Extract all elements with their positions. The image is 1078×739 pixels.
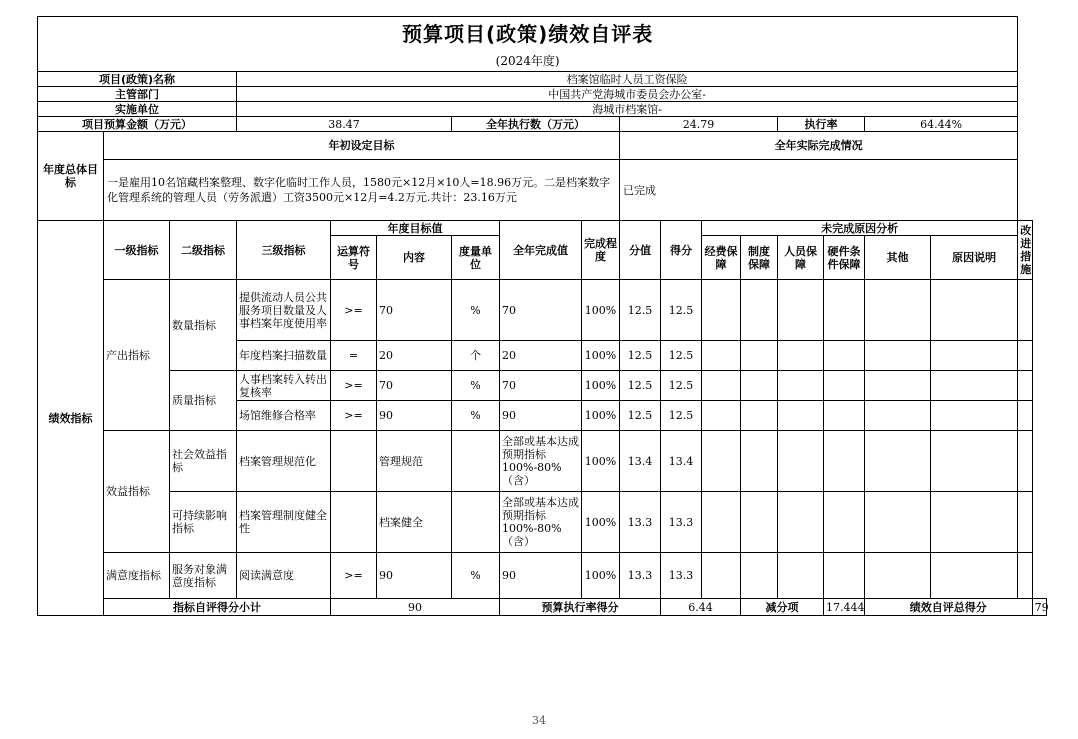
improvement-header: 改进措施 <box>1018 221 1032 280</box>
level2-indicator: 质量指标 <box>170 371 237 431</box>
unit-cell <box>452 431 500 492</box>
level3-indicator: 人事档案转入转出复核率 <box>237 371 331 401</box>
annual-value-cell: 90 <box>500 401 582 431</box>
reason-cell <box>931 341 1018 371</box>
actual-status-text: 已完成 <box>620 160 1018 221</box>
reason-cell <box>741 341 778 371</box>
reason-cell <box>702 431 741 492</box>
score-header: 得分 <box>661 221 702 280</box>
annual-value-cell: 20 <box>500 341 582 371</box>
reason-cell <box>778 341 824 371</box>
points-cell: 12.5 <box>620 341 661 371</box>
reason-cell <box>778 431 824 492</box>
reason-cell <box>824 553 865 599</box>
level3-indicator: 场馆维修合格率 <box>237 401 331 431</box>
operator-header: 运算符号 <box>331 236 377 280</box>
annual-target-header: 年度目标值 <box>331 221 500 236</box>
level3-header: 三级指标 <box>237 221 331 280</box>
reason-cell <box>741 280 778 341</box>
unit-header: 度量单位 <box>452 236 500 280</box>
reason-cell <box>778 492 824 553</box>
reason-cell <box>865 401 931 431</box>
completion-cell: 100% <box>582 371 620 401</box>
operator-cell: >= <box>331 280 377 341</box>
unit-cell: % <box>452 401 500 431</box>
reason-cell <box>702 341 741 371</box>
improvement-cell <box>1018 341 1032 371</box>
level1-indicator: 满意度指标 <box>104 553 170 599</box>
reason-cost-header: 经费保障 <box>702 236 741 280</box>
exec-rate-label: 执行率 <box>778 117 865 132</box>
points-cell: 12.5 <box>620 371 661 401</box>
annual-value-cell: 全部或基本达成预期指标100%-80%（含） <box>500 492 582 553</box>
reason-system-header: 制度保障 <box>741 236 778 280</box>
level3-indicator: 阅读满意度 <box>237 553 331 599</box>
indicator-row <box>38 431 1047 492</box>
completion-cell: 100% <box>582 431 620 492</box>
reason-cell <box>702 401 741 431</box>
completion-cell: 100% <box>582 401 620 431</box>
level3-indicator: 年度档案扫描数量 <box>237 341 331 371</box>
initial-goal-header: 年初设定目标 <box>104 132 620 160</box>
indicator-row <box>38 553 1047 599</box>
reason-cell <box>824 492 865 553</box>
operator-cell <box>331 492 377 553</box>
reason-cell <box>865 341 931 371</box>
completion-cell: 100% <box>582 280 620 341</box>
reason-cell <box>931 371 1018 401</box>
reason-cell <box>778 280 824 341</box>
operator-cell: >= <box>331 553 377 599</box>
annual-value-cell: 70 <box>500 371 582 401</box>
indicator-row <box>38 280 1047 341</box>
score-cell: 12.5 <box>661 280 702 341</box>
annual-value-cell: 70 <box>500 280 582 341</box>
improvement-cell <box>1018 401 1032 431</box>
reason-cell <box>865 431 931 492</box>
reason-cell <box>931 553 1018 599</box>
budget-value: 38.47 <box>237 117 452 132</box>
subtotal-label: 指标自评得分小计 <box>104 599 331 616</box>
reason-analysis-header: 未完成原因分析 <box>702 221 1018 236</box>
page-number: 34 <box>532 714 546 727</box>
operator-cell: >= <box>331 401 377 431</box>
content-cell: 档案健全 <box>377 492 452 553</box>
deduction-value: 17.444 <box>824 599 865 616</box>
improvement-cell <box>1018 492 1032 553</box>
content-cell: 管理规范 <box>377 431 452 492</box>
page-title: 预算项目(政策)绩效自评表 <box>38 17 1018 53</box>
points-cell: 13.4 <box>620 431 661 492</box>
level1-indicator: 效益指标 <box>104 431 170 553</box>
total-label: 绩效自评总得分 <box>865 599 1033 616</box>
reason-cell <box>702 371 741 401</box>
score-cell: 12.5 <box>661 341 702 371</box>
level2-indicator: 可持续影响指标 <box>170 492 237 553</box>
score-cell: 13.4 <box>661 431 702 492</box>
completion-cell: 100% <box>582 553 620 599</box>
annual-goal-label: 年度总体目标 <box>38 132 104 221</box>
annual-value-header: 全年完成值 <box>500 221 582 280</box>
operator-cell: = <box>331 341 377 371</box>
dept-value: 中国共产党海城市委员会办公室- <box>237 87 1018 102</box>
content-cell: 90 <box>377 553 452 599</box>
reason-hardware-header: 硬件条件保障 <box>824 236 865 280</box>
perf-indicators-label: 绩效指标 <box>38 221 104 616</box>
unit-cell: % <box>452 371 500 401</box>
initial-goal-text: 一是雇用10名馆藏档案整理、数字化临时工作人员，1580元×12月×10人=18.96万元。二是档案数字化管理系统的管理人员（劳务派遣）工资3500元×12月=4.2万元.共计：23.16万元 <box>104 160 620 221</box>
exec-rate-value: 64.44% <box>865 117 1018 132</box>
level3-indicator: 档案管理规范化 <box>237 431 331 492</box>
operator-cell <box>331 431 377 492</box>
content-cell: 20 <box>377 341 452 371</box>
level3-indicator: 提供流动人员公共服务项目数量及人事档案年度使用率 <box>237 280 331 341</box>
project-name-value: 档案馆临时人员工资保险 <box>237 72 1018 87</box>
reason-cell <box>931 280 1018 341</box>
improvement-cell <box>1018 553 1032 599</box>
level1-header: 一级指标 <box>104 221 170 280</box>
reason-cell <box>778 553 824 599</box>
level2-indicator: 服务对象满意度指标 <box>170 553 237 599</box>
reason-cell <box>741 401 778 431</box>
budget-label: 项目预算金额（万元） <box>38 117 237 132</box>
subtotal-value: 90 <box>331 599 500 616</box>
score-cell: 13.3 <box>661 492 702 553</box>
reason-staff-header: 人员保障 <box>778 236 824 280</box>
reason-cell <box>741 492 778 553</box>
reason-cell <box>865 280 931 341</box>
level2-indicator: 社会效益指标 <box>170 431 237 492</box>
reason-cell <box>824 280 865 341</box>
reason-cell <box>702 492 741 553</box>
reason-cell <box>778 371 824 401</box>
total-value: 79 <box>1032 599 1046 616</box>
dept-label: 主管部门 <box>38 87 237 102</box>
reason-cell <box>741 431 778 492</box>
content-cell: 70 <box>377 371 452 401</box>
completion-cell: 100% <box>582 341 620 371</box>
level2-indicator: 数量指标 <box>170 280 237 371</box>
performance-table <box>37 16 1047 616</box>
budget-score-value: 6.44 <box>661 599 741 616</box>
unit-cell <box>452 492 500 553</box>
content-cell: 70 <box>377 280 452 341</box>
impl-unit-label: 实施单位 <box>38 102 237 117</box>
reason-cell <box>702 280 741 341</box>
operator-cell: >= <box>331 371 377 401</box>
reason-cell <box>931 401 1018 431</box>
reason-cell <box>931 431 1018 492</box>
annual-value-cell: 全部或基本达成预期指标100%-80%（含） <box>500 431 582 492</box>
impl-unit-value: 海城市档案馆- <box>237 102 1018 117</box>
level1-indicator: 产出指标 <box>104 280 170 431</box>
executed-label: 全年执行数（万元） <box>452 117 620 132</box>
points-cell: 13.3 <box>620 553 661 599</box>
actual-status-header: 全年实际完成情况 <box>620 132 1018 160</box>
level2-header: 二级指标 <box>170 221 237 280</box>
reason-cell <box>741 371 778 401</box>
points-cell: 13.3 <box>620 492 661 553</box>
unit-cell: % <box>452 280 500 341</box>
reason-cell <box>865 492 931 553</box>
score-cell: 12.5 <box>661 401 702 431</box>
reason-cell <box>824 341 865 371</box>
indicator-row <box>38 492 1047 553</box>
annual-value-cell: 90 <box>500 553 582 599</box>
year-label: (2024年度) <box>38 53 1018 72</box>
reason-cell <box>865 553 931 599</box>
points-header: 分值 <box>620 221 661 280</box>
unit-cell: 个 <box>452 341 500 371</box>
deduction-label: 减分项 <box>741 599 824 616</box>
completion-cell: 100% <box>582 492 620 553</box>
content-header: 内容 <box>377 236 452 280</box>
reason-cell <box>741 553 778 599</box>
reason-cell <box>702 553 741 599</box>
reason-cell <box>778 401 824 431</box>
reason-desc-header: 原因说明 <box>931 236 1018 280</box>
reason-cell <box>865 371 931 401</box>
executed-value: 24.79 <box>620 117 778 132</box>
reason-cell <box>824 371 865 401</box>
reason-cell <box>931 492 1018 553</box>
points-cell: 12.5 <box>620 401 661 431</box>
level3-indicator: 档案管理制度健全性 <box>237 492 331 553</box>
reason-cell <box>824 401 865 431</box>
points-cell: 12.5 <box>620 280 661 341</box>
indicator-row <box>38 371 1047 401</box>
budget-score-label: 预算执行率得分 <box>500 599 661 616</box>
score-cell: 12.5 <box>661 371 702 401</box>
unit-cell: % <box>452 553 500 599</box>
improvement-cell <box>1018 280 1032 341</box>
completion-header: 完成程度 <box>582 221 620 280</box>
content-cell: 90 <box>377 401 452 431</box>
score-cell: 13.3 <box>661 553 702 599</box>
improvement-cell <box>1018 431 1032 492</box>
project-name-label: 项目(政策)名称 <box>38 72 237 87</box>
reason-other-header: 其他 <box>865 236 931 280</box>
improvement-cell <box>1018 371 1032 401</box>
reason-cell <box>824 431 865 492</box>
